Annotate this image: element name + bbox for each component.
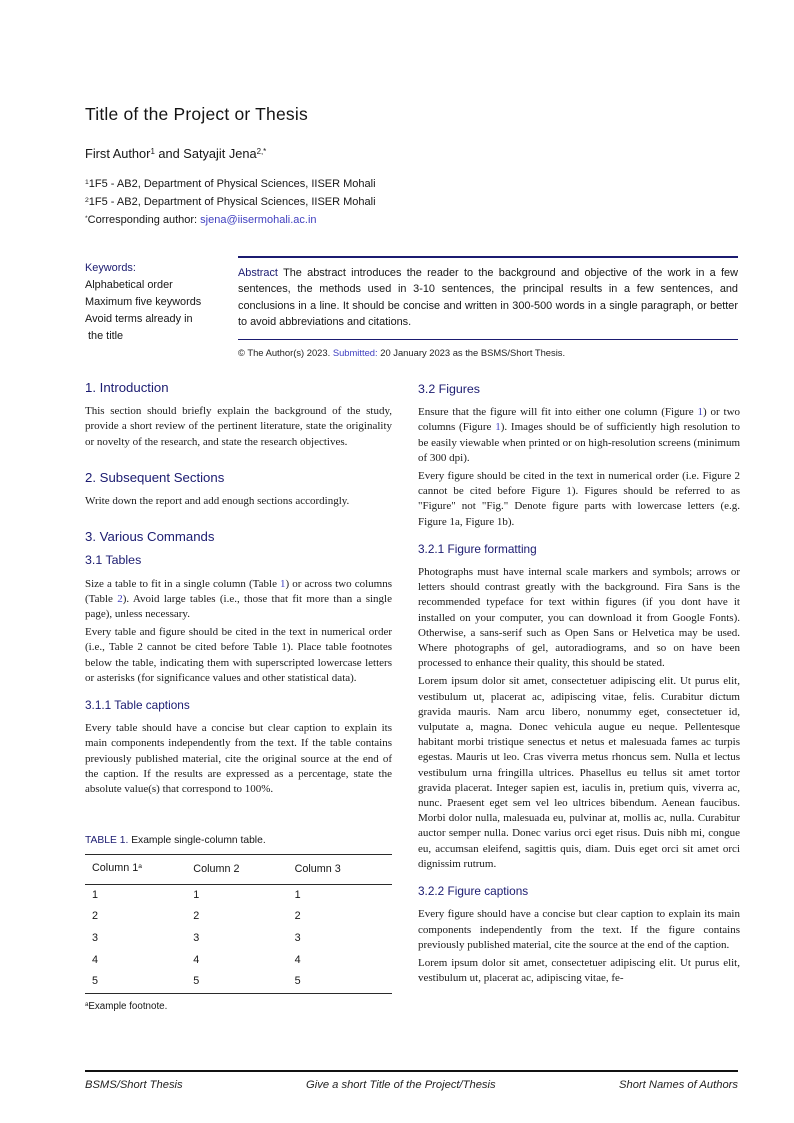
keyword-item: the title (88, 330, 124, 342)
table-caption-text: Example single-column table. (131, 835, 266, 847)
table-cell: 2 (92, 910, 99, 923)
inline-link[interactable]: 1 (495, 421, 501, 434)
abstract-text (238, 265, 738, 331)
abstract-body: The abstract introduces the reader to the background and objective of the work in a few sentences, the methods used in 3-10 sentences, the principal results in a few sentences, and conclusions in a line. It should be concise and written in 300-500 words in a single paragraph, or better to avoid abbreviations and citations. (238, 267, 738, 329)
page-footer (85, 1079, 738, 1091)
table-cell: 3 (92, 932, 99, 945)
text-segment: Size a table to fit in a single column (Table (85, 577, 281, 590)
table-cell: 5 (294, 975, 301, 988)
copyright-line (238, 347, 738, 358)
affiliation-1 (85, 176, 685, 194)
section-heading-various-commands: 3. Various Commands (85, 529, 215, 545)
subsubsection-heading-figure-formatting: 3.2.1 Figure formatting (418, 541, 537, 556)
text-segment: Corresponding author: (87, 214, 201, 226)
section-heading-introduction: 1. Introduction (85, 380, 169, 395)
text-segment: a (138, 863, 142, 871)
table-header-cell (85, 855, 186, 884)
abstract-top-rule (238, 256, 738, 258)
table-row (85, 949, 392, 971)
footer-center: Give a short Title of the Project/Thesis (306, 1079, 496, 1091)
table-row (85, 884, 392, 906)
text-segment: 1F5 - AB2, Department of Physical Sciences, IISER Mohali (88, 196, 376, 208)
table-1-block (85, 833, 392, 1016)
subsubsection-heading-figure-captions: 3.2.2 Figure captions (418, 884, 529, 899)
text-segment: Submitted: (332, 347, 378, 359)
footer-rule (85, 1070, 738, 1072)
text-segment: 1 (150, 147, 155, 157)
text-segment: 2 (85, 196, 89, 204)
text-segment: ). Avoid large tables (i.e., those that fit more than a single page), unless necessary. (85, 592, 392, 621)
example-table (85, 854, 392, 993)
table-cell: 1 (92, 888, 99, 901)
abstract-label: Abstract (238, 267, 278, 279)
table-cell: 3 (193, 932, 200, 945)
text-segment: 2,* (256, 147, 267, 157)
table-row (85, 971, 392, 993)
keywords-label: Keywords: (85, 262, 136, 274)
text-segment: Ensure that the figure will fit into either one column (Figure (418, 406, 698, 419)
table-footnote (85, 999, 392, 1016)
paper-title: Title of the Project or Thesis (85, 104, 308, 124)
text-segment: a (85, 1001, 89, 1008)
title-block (85, 104, 685, 230)
subsubsection-heading-table-captions: 3.1.1 Table captions (85, 698, 190, 713)
text-segment: Example footnote. (88, 1000, 168, 1012)
text-segment: First Author (85, 146, 151, 161)
table-caption (85, 833, 392, 848)
paragraph (85, 577, 392, 623)
paragraph: Photographs must have internal scale markers and symbols; arrows or letters should contrast greatly with the background. Fira Sans is the recommended typeface for text within figures (if you dont have it installed on your computer, you can download it from Google Fonts). Otherwise, a sans-serif such as Open Sans or Helvetica may be used. Where photographs of gel, autoradiograms, and so on have been processed to enhance their quality, this should be stated. (418, 566, 740, 670)
text-segment: * (85, 214, 88, 222)
table-body (85, 884, 392, 993)
table-cell: 1 (193, 888, 200, 901)
keywords-block (85, 260, 235, 345)
table-cell: 4 (294, 953, 301, 966)
paragraph: Write down the report and add enough sections accordingly. (85, 495, 350, 508)
paragraph: Every table and figure should be cited in the text in numerical order (i.e., Table 2 cannot be cited before Table 1). Place table footnotes below the table, indicating them with superscripted lowercase letters or asterisks (for significance values and other statistical data). (85, 626, 392, 684)
text-segment: and Satyajit Jena (154, 146, 257, 161)
text-segment: ). Images should be of sufficiently high resolution to be easily viewable when printed or on high-resolution screens (minimum of 300 dpi). (418, 421, 740, 464)
left-column (85, 380, 392, 1016)
paragraph: This section should briefly explain the background of the study, provide a short review of the pertinent literature, state the originality or novelty of the research, and state the research objectives. (85, 405, 392, 448)
paragraph: Lorem ipsum dolor sit amet, consectetuer adipiscing elit. Ut purus elit, vestibulum ut, placerat ac, adipiscing vitae, fe- (418, 956, 740, 985)
inline-link[interactable]: sjena@iisermohali.ac.in (200, 214, 317, 226)
right-column (418, 380, 740, 989)
text-segment: 1 (85, 178, 89, 186)
table-cell: 5 (92, 975, 99, 988)
inline-link[interactable]: 1 (280, 577, 286, 590)
table-cell: 4 (92, 953, 99, 966)
table-header-row (85, 855, 392, 884)
subsection-heading-tables: 3.1 Tables (85, 553, 142, 568)
table-cell: 4 (193, 953, 200, 966)
text-segment: Column 3 (294, 862, 341, 875)
abstract-bottom-rule (238, 339, 738, 341)
keyword-item: Maximum five keywords (85, 296, 202, 308)
paragraph: Every figure should have a concise but clear caption to explain its main components independently from the text. If the figure contains previously published material, cite the source at the end of the caption. (418, 908, 740, 951)
subsection-heading-figures: 3.2 Figures (418, 382, 480, 396)
paragraph: Lorem ipsum dolor sit amet, consectetuer adipiscing elit. Ut purus elit, vestibulum ut, placerat ac, adipiscing vitae, felis. Curabitur dictum gravida mauris. Nam arcu libero, nonummy eget, consectetuer id, vulputate a, magna. Donec vehicula augue eu neque. Pellentesque habitant morbi tristique senectus et netus et malesuada fames ac turpis egestas. Mauris ut leo. Cras viverra metus rhoncus sem. Nulla et lectus vestibulum urna fringilla ultrices. Phasellus eu tellus sit amet tortor gravida placerat. Integer sapien est, iaculis in, pretium quis, viverra ac, nunc. Praesent eget sem vel leo ultrices bibendum. Aenean faucibus. Morbi dolor nulla, malesuada eu, pulvinar at, mollis ac, nulla. Curabitur auctor semper nulla. Donec varius orci eget risus. Duis nibh mi, congue eu, accumsan eleifend, sagittis quis, diam. Duis eget orci sit amet orci dignissim rutrum. (418, 675, 740, 870)
inline-link[interactable]: 2 (117, 592, 123, 605)
corresponding-author-line (85, 212, 685, 230)
table-caption-label: TABLE 1. (85, 835, 129, 847)
text-segment: ) or two columns (Figure (418, 406, 741, 434)
text-segment: Column 1 (92, 862, 139, 875)
keyword-item: Alphabetical order (85, 279, 173, 291)
table-cell: 2 (294, 910, 301, 923)
footer-right: Short Names of Authors (619, 1079, 738, 1091)
table-header (85, 855, 392, 884)
table-header-cell (288, 855, 392, 884)
table-row (85, 928, 392, 950)
table-cell: 3 (294, 932, 301, 945)
affiliation-2 (85, 194, 685, 212)
table-header-cell (186, 855, 287, 884)
text-segment: ) or across two columns (Table (85, 577, 392, 605)
table-row (85, 906, 392, 928)
table-cell: 2 (193, 910, 200, 923)
authors-line (85, 146, 685, 161)
section-heading-subsequent-sections: 2. Subsequent Sections (85, 469, 225, 485)
paragraph: Every table should have a concise but clear caption to explain its main components independently from the text. If the table contains previously published material, cite the original source at the end of the caption. If the results are expressed as a percentage, state the absolute value(s) that correspond to 100%. (85, 722, 392, 796)
text-segment: 1F5 - AB2, Department of Physical Sciences, IISER Mohali (88, 178, 376, 190)
table-cell: 1 (294, 888, 301, 901)
keyword-item: Avoid terms already in (85, 313, 193, 325)
text-segment: © The Author(s) 2023. (238, 347, 333, 359)
paragraph: Every figure should be cited in the text in numerical order (i.e. Figure 2 cannot be cited before Figure 1). Figures should be referred to as "Figure" not "Fig." Denote figure parts with lowercase letters (e.g. Figure 1a, Figure 1b). (418, 470, 740, 528)
abstract-block (238, 256, 738, 358)
affiliations (85, 176, 685, 230)
text-segment: Column 2 (193, 862, 240, 875)
text-segment: 20 January 2023 as the BSMS/Short Thesis. (377, 347, 566, 359)
table-cell: 5 (193, 975, 200, 988)
paragraph (418, 405, 740, 466)
footer-left: BSMS/Short Thesis (85, 1079, 183, 1091)
inline-link[interactable]: 1 (697, 406, 703, 419)
